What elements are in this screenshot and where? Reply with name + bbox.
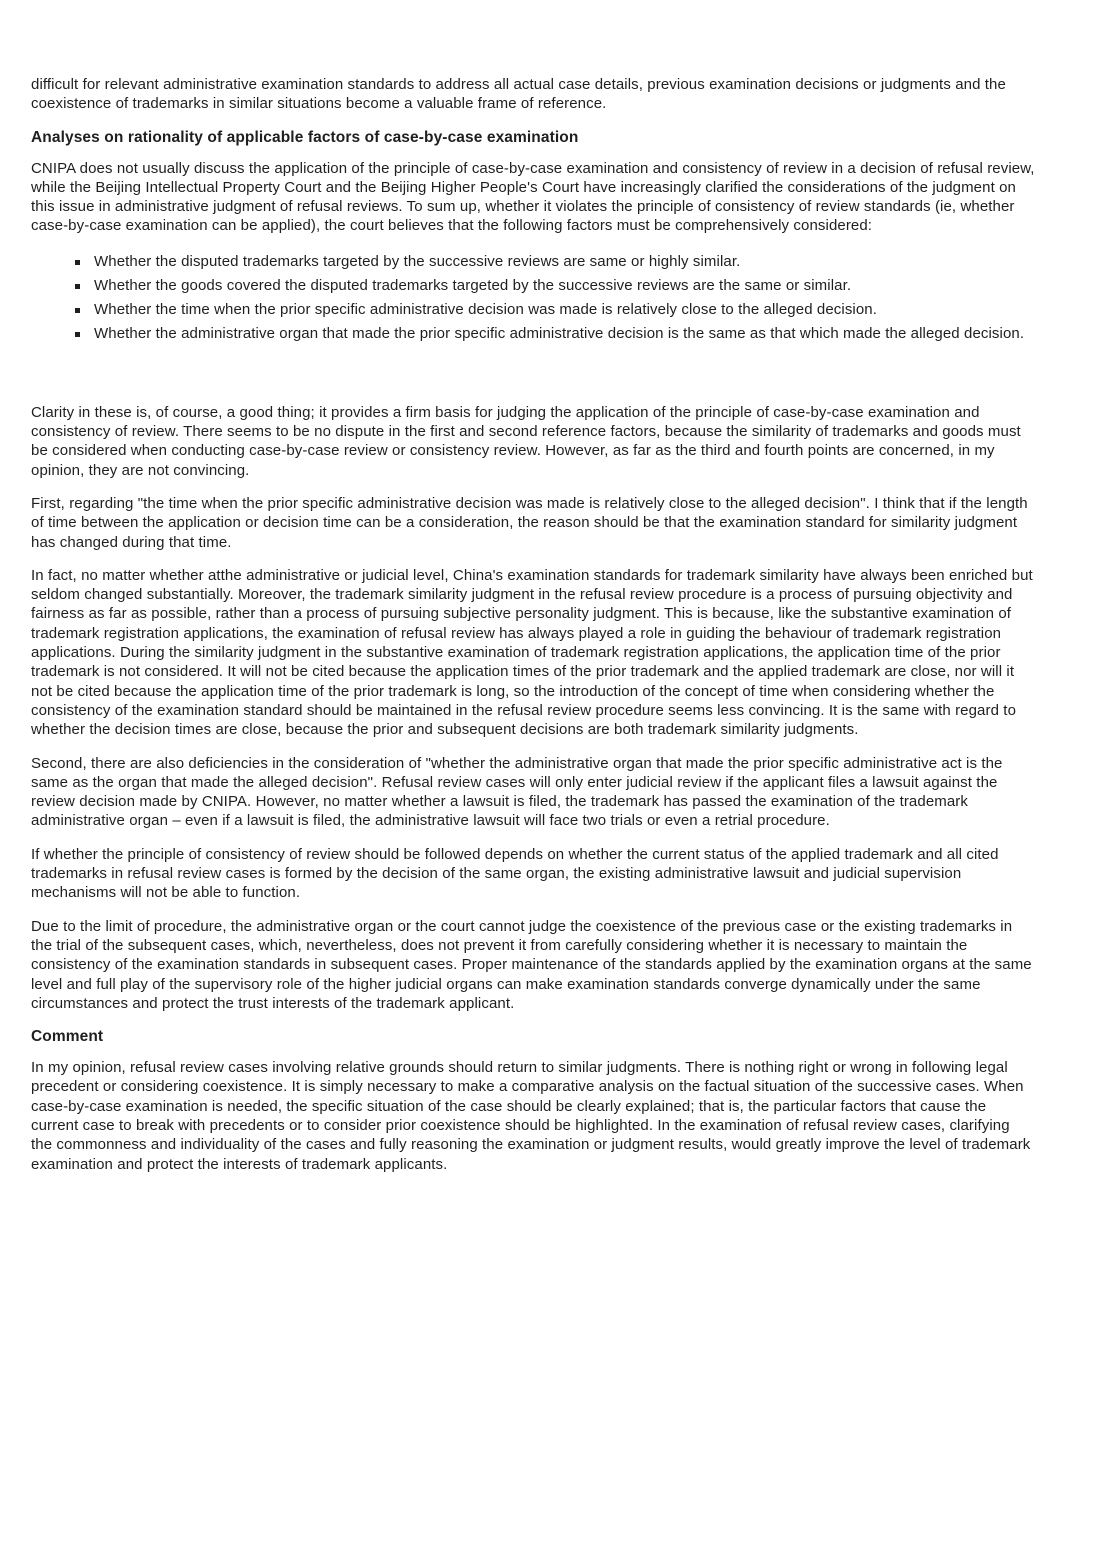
list-item-text: Whether the time when the prior specific administrative decision was made is relatively close to the alleged decision. <box>94 300 878 318</box>
first-point-paragraph: First, regarding "the time when the prior specific administrative decision was made is relatively close to the alleged decision". I think that if the length of time between the application or decision time can be a consideration, the reason should be that the examination standard for similarity judgment has changed during that time. <box>31 494 1028 551</box>
list-item <box>31 250 1035 274</box>
second-point-paragraph: Second, there are also deficiencies in the consideration of "whether the administrative organ that made the prior specific administrative act is the same as the organ that made the alleged decision". Refusal review cases will only enter judicial review if the applicant files a lawsuit against the review decision made by CNIPA. However, no matter whether a lawsuit is filed, the trademark has passed the examination of the trademark administrative organ – even if a lawsuit is filed, the administrative lawsuit will face two trials or even a retrial procedure. <box>31 754 1003 830</box>
opinion-paragraph: In my opinion, refusal review cases involving relative grounds should return to similar judgments. There is nothing right or wrong in following legal precedent or considering coexistence. It is simply necessary to make a comparative analysis on the factual situation of the successive cases. When case-by-case examination is needed, the specific situation of the case should be clearly explained; that is, the particular factors that cause the current case to break with precedents or to consider prior coexistence should be highlighted. In the examination of refusal review cases, clarifying the commonness and individuality of the cases and fully reasoning the examination or judgment results, would greatly improve the level of trademark examination and protect the interests of trademark applicants. <box>31 1059 1031 1173</box>
list-item-text: Whether the disputed trademarks targeted by the successive reviews are same or highly similar. <box>94 252 741 270</box>
bullet-square-icon <box>75 260 80 265</box>
list-item <box>31 322 1035 346</box>
bullet-square-icon <box>75 332 80 337</box>
list-item <box>31 298 1035 322</box>
intro-paragraph: difficult for relevant administrative examination standards to address all actual case details, previous examination decisions or judgments and the coexistence of trademarks in similar situations become a valuable frame of reference. <box>31 76 1006 113</box>
in-fact-paragraph: In fact, no matter whether atthe administrative or judicial level, China's examination standards for trademark similarity have always been enriched but seldom changed substantially. Moreover, the trademark similarity judgment in the refusal review procedure is a process of pursuing objectivity and fairness as far as possible, rather than a process of pursuing subjective personality judgment. This is because, like the substantive examination of trademark registration applications, the examination of refusal review has always played a role in guiding the behaviour of trademark registration applications. During the similarity judgment in the substantive examination of trademark registration applications, the application time of the prior trademark is not considered. It will not be cited because the application times of the prior trademark and the applied trademark are close, nor will it not be cited because the application time of the prior trademark is long, so the introduction of the concept of time when considering whether the consistency of the examination standard should be maintained in the refusal review procedure seems less convincing. It is the same with regard to whether the decision times are close, because the prior and subsequent decisions are both trademark similarity judgments. <box>31 566 1033 739</box>
clarity-paragraph: Clarity in these is, of course, a good thing; it provides a firm basis for judging the application of the principle of case-by-case examination and consistency of review. There seems to be no dispute in the first and second reference factors, because the similarity of trademarks and goods must be considered when conducting case-by-case review or consistency review. However, as far as the third and fourth points are concerned, in my opinion, they are not convincing. <box>31 403 1021 479</box>
factor-list <box>31 250 1035 346</box>
section-heading-analyses: Analyses on rationality of applicable factors of case-by-case examination <box>31 128 579 146</box>
list-item-text: Whether the administrative organ that made the prior specific administrative decision is the same as that which made the alleged decision. <box>94 324 1025 342</box>
bullet-square-icon <box>75 284 80 289</box>
if-whether-paragraph: If whether the principle of consistency of review should be followed depends on whether the current status of the applied trademark and all cited trademarks in refusal review cases is formed by the decision of the same organ, the existing administrative lawsuit and judicial supervision mechanisms will not be able to function. <box>31 845 999 902</box>
due-to-limit-paragraph: Due to the limit of procedure, the administrative organ or the court cannot judge the coexistence of the previous case or the existing trademarks in the trial of the subsequent cases, which, nevertheless, does not prevent it from carefully considering whether it is necessary to maintain the consistency of the examination standards in subsequent cases. Proper maintenance of the standards applied by the examination organs at the same level and full play of the supervisory role of the higher judicial organs can make examination standards converge dynamically under the same circumstances and protect the trust interests of the trademark applicant. <box>31 917 1032 1012</box>
section-heading-comment: Comment <box>31 1028 104 1046</box>
list-item-text: Whether the goods covered the disputed trademarks targeted by the successive reviews are the same or similar. <box>94 276 852 294</box>
document-page <box>31 0 1035 1174</box>
cnipa-paragraph: CNIPA does not usually discuss the application of the principle of case-by-case examination and consistency of review in a decision of refusal review, while the Beijing Intellectual Property Court and the Beijing Higher People's Court have increasingly clarified the considerations of the judgment on this issue in administrative judgment of refusal reviews. To sum up, whether it violates the principle of consistency of review standards (ie, whether case-by-case examination can be applied), the court believes that the following factors must be comprehensively considered: <box>31 159 1035 235</box>
bullet-square-icon <box>75 308 80 313</box>
list-item <box>31 274 1035 298</box>
